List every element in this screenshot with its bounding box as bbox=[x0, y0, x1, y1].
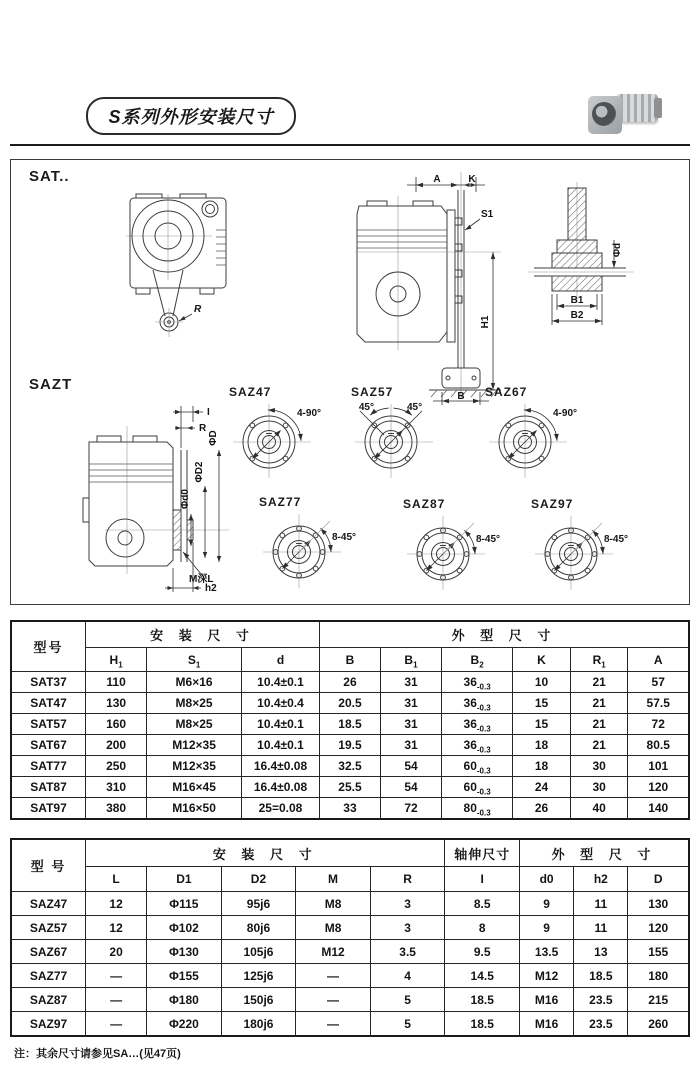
dim-s1-label: S1 bbox=[481, 209, 494, 220]
page-title-text: S系列外形安装尺寸 bbox=[108, 107, 274, 127]
value-cell: 19.5 bbox=[319, 735, 380, 756]
value-cell: 72 bbox=[380, 798, 441, 820]
table-row bbox=[11, 735, 689, 756]
table-row bbox=[11, 693, 689, 714]
value-cell: Φ220 bbox=[147, 1012, 222, 1037]
column-header: $B_2$ bbox=[442, 648, 513, 672]
sat-bushing-section-drawing bbox=[526, 182, 641, 342]
column-header: $H_1$ bbox=[86, 648, 147, 672]
value-cell: — bbox=[86, 1012, 147, 1037]
value-cell: 130 bbox=[628, 892, 689, 916]
value-cell: 23.5 bbox=[574, 988, 628, 1012]
value-cell: 18.5 bbox=[445, 988, 520, 1012]
value-cell: $60_{-0.3}$ bbox=[442, 777, 513, 798]
model-cell: SAZ77 bbox=[11, 964, 86, 988]
model-column-header: 型号 bbox=[11, 621, 86, 672]
value-cell: 110 bbox=[86, 672, 147, 693]
dim-k-label: K bbox=[468, 174, 476, 185]
value-cell: 54 bbox=[380, 756, 441, 777]
value-cell: M8 bbox=[296, 916, 371, 940]
sat-section-label: SAT.. bbox=[29, 168, 70, 185]
column-header: I bbox=[445, 867, 520, 892]
column-group-header: 安 装 尺 寸 bbox=[86, 621, 320, 648]
angle-label: 8-45° bbox=[476, 534, 501, 545]
flange-view-saz57 bbox=[351, 386, 476, 484]
value-cell: 120 bbox=[628, 916, 689, 940]
value-cell: Φ130 bbox=[147, 940, 222, 964]
gearbox-flange bbox=[588, 96, 622, 134]
value-cell: 215 bbox=[628, 988, 689, 1012]
group-header-row bbox=[11, 839, 689, 867]
table-row bbox=[11, 756, 689, 777]
sazt-side-view-drawing bbox=[77, 402, 252, 599]
value-cell: 5 bbox=[370, 1012, 445, 1037]
value-cell: 18 bbox=[513, 735, 571, 756]
value-cell: 11 bbox=[574, 892, 628, 916]
sazt-section-label: SAZT bbox=[29, 376, 73, 393]
value-cell: 3.5 bbox=[370, 940, 445, 964]
value-cell: $36_{-0.3}$ bbox=[442, 735, 513, 756]
value-cell: 120 bbox=[628, 777, 689, 798]
dim-phid0-label: Φd0 bbox=[180, 489, 191, 509]
value-cell: 105j6 bbox=[221, 940, 296, 964]
value-cell: 125j6 bbox=[221, 964, 296, 988]
footnote: 注：其余尺寸请参见SA…(见47页) bbox=[14, 1048, 181, 1060]
group-header-row bbox=[11, 621, 689, 648]
table-row bbox=[11, 940, 689, 964]
column-group-header: 轴伸尺寸 bbox=[445, 839, 520, 867]
value-cell: 30 bbox=[570, 777, 628, 798]
value-cell: 10.4±0.1 bbox=[242, 672, 320, 693]
value-cell: 130 bbox=[86, 693, 147, 714]
dim-phid-outer-label: ΦD bbox=[208, 430, 219, 446]
flange-name-label: SAZ87 bbox=[403, 497, 446, 511]
value-cell: 160 bbox=[86, 714, 147, 735]
value-cell: M8×25 bbox=[147, 714, 242, 735]
value-cell: 9.5 bbox=[445, 940, 520, 964]
dim-b1-label: B1 bbox=[570, 295, 584, 306]
column-header: d0 bbox=[519, 867, 573, 892]
value-cell: 5 bbox=[370, 988, 445, 1012]
value-cell: — bbox=[296, 988, 371, 1012]
value-cell: 54 bbox=[380, 777, 441, 798]
value-cell: 12 bbox=[86, 892, 147, 916]
value-cell: 13 bbox=[574, 940, 628, 964]
value-cell: 24 bbox=[513, 777, 571, 798]
dim-b2-label: B2 bbox=[570, 310, 584, 321]
value-cell: 16.4±0.08 bbox=[242, 756, 320, 777]
model-cell: SAT97 bbox=[11, 798, 86, 820]
value-cell: 33 bbox=[319, 798, 380, 820]
flange-view-saz67 bbox=[485, 386, 610, 484]
value-cell: 3 bbox=[370, 892, 445, 916]
model-cell: SAT87 bbox=[11, 777, 86, 798]
value-cell: M12×35 bbox=[147, 756, 242, 777]
value-cell: 25.5 bbox=[319, 777, 380, 798]
flange-diagram bbox=[351, 400, 476, 484]
model-column-header: 型 号 bbox=[11, 839, 86, 892]
column-header: D1 bbox=[147, 867, 222, 892]
page-title bbox=[86, 97, 296, 135]
column-header: D2 bbox=[221, 867, 296, 892]
value-cell: 80j6 bbox=[221, 916, 296, 940]
value-cell: 180j6 bbox=[221, 1012, 296, 1037]
column-group-header: 外 型 尺 寸 bbox=[319, 621, 689, 648]
value-cell: 140 bbox=[628, 798, 689, 820]
flange-view-saz77 bbox=[259, 496, 384, 594]
value-cell: 23.5 bbox=[574, 1012, 628, 1037]
value-cell: 10.4±0.4 bbox=[242, 693, 320, 714]
column-header: D bbox=[628, 867, 689, 892]
value-cell: M8×25 bbox=[147, 693, 242, 714]
value-cell: 18.5 bbox=[445, 1012, 520, 1037]
dim-r2-label: R bbox=[199, 423, 207, 434]
model-cell: SAT67 bbox=[11, 735, 86, 756]
value-cell: 14.5 bbox=[445, 964, 520, 988]
value-cell: 31 bbox=[380, 693, 441, 714]
table-row bbox=[11, 777, 689, 798]
flange-diagram bbox=[485, 400, 610, 484]
value-cell: — bbox=[86, 964, 147, 988]
sat-side-view-drawing bbox=[341, 172, 511, 412]
value-cell: 250 bbox=[86, 756, 147, 777]
value-cell: 18.5 bbox=[574, 964, 628, 988]
flange-view-saz87 bbox=[403, 498, 528, 596]
value-cell: M12 bbox=[519, 964, 573, 988]
column-header: K bbox=[513, 648, 571, 672]
value-cell: $80_{-0.3}$ bbox=[442, 798, 513, 820]
value-cell: M16 bbox=[519, 988, 573, 1012]
flange-diagram bbox=[229, 400, 354, 484]
angle-label: 45° bbox=[358, 402, 374, 413]
value-cell: — bbox=[296, 964, 371, 988]
sub-header-row bbox=[11, 867, 689, 892]
model-cell: SAZ57 bbox=[11, 916, 86, 940]
value-cell: 20.5 bbox=[319, 693, 380, 714]
value-cell: 25=0.08 bbox=[242, 798, 320, 820]
flange-name-label: SAZ57 bbox=[351, 385, 394, 399]
value-cell: 4 bbox=[370, 964, 445, 988]
value-cell: 150j6 bbox=[221, 988, 296, 1012]
value-cell: M16 bbox=[519, 1012, 573, 1037]
value-cell: 3 bbox=[370, 916, 445, 940]
value-cell: 15 bbox=[513, 693, 571, 714]
table-row bbox=[11, 672, 689, 693]
value-cell: 26 bbox=[319, 672, 380, 693]
value-cell: 9 bbox=[519, 892, 573, 916]
model-cell: SAT57 bbox=[11, 714, 86, 735]
table-row bbox=[11, 1012, 689, 1037]
value-cell: 32.5 bbox=[319, 756, 380, 777]
dim-b-label: B bbox=[457, 391, 465, 402]
value-cell: 9 bbox=[519, 916, 573, 940]
drawings-panel bbox=[10, 159, 690, 605]
value-cell: M12 bbox=[296, 940, 371, 964]
value-cell: 15 bbox=[513, 714, 571, 735]
value-cell: M8 bbox=[296, 892, 371, 916]
value-cell: 30 bbox=[570, 756, 628, 777]
column-header: B bbox=[319, 648, 380, 672]
column-header: A bbox=[628, 648, 689, 672]
angle-label: 45° bbox=[407, 402, 423, 413]
saz-dimensions-table bbox=[10, 838, 690, 1037]
value-cell: 155 bbox=[628, 940, 689, 964]
value-cell: 57 bbox=[628, 672, 689, 693]
value-cell: 31 bbox=[380, 735, 441, 756]
flange-view-saz97 bbox=[531, 498, 656, 596]
value-cell: 18.5 bbox=[319, 714, 380, 735]
column-group-header: 安 装 尺 寸 bbox=[86, 839, 445, 867]
sat-front-view-drawing bbox=[116, 188, 251, 358]
value-cell: Φ102 bbox=[147, 916, 222, 940]
value-cell: $36_{-0.3}$ bbox=[442, 672, 513, 693]
value-cell: 10.4±0.1 bbox=[242, 735, 320, 756]
value-cell: 31 bbox=[380, 714, 441, 735]
value-cell: — bbox=[296, 1012, 371, 1037]
model-cell: SAT47 bbox=[11, 693, 86, 714]
value-cell: 21 bbox=[570, 693, 628, 714]
column-header: M bbox=[296, 867, 371, 892]
value-cell: $36_{-0.3}$ bbox=[442, 693, 513, 714]
value-cell: 101 bbox=[628, 756, 689, 777]
value-cell: 11 bbox=[574, 916, 628, 940]
flange-name-label: SAZ47 bbox=[229, 385, 272, 399]
flange-diagram bbox=[531, 512, 656, 596]
value-cell: 20 bbox=[86, 940, 147, 964]
flange-name-label: SAZ77 bbox=[259, 495, 302, 509]
table-row bbox=[11, 798, 689, 820]
value-cell: M6×16 bbox=[147, 672, 242, 693]
value-cell: 72 bbox=[628, 714, 689, 735]
angle-label: 8-45° bbox=[604, 534, 629, 545]
value-cell: Φ115 bbox=[147, 892, 222, 916]
value-cell: 57.5 bbox=[628, 693, 689, 714]
value-cell: 21 bbox=[570, 672, 628, 693]
value-cell: M12×35 bbox=[147, 735, 242, 756]
column-header: $B_1$ bbox=[380, 648, 441, 672]
value-cell: M16×45 bbox=[147, 777, 242, 798]
value-cell: 31 bbox=[380, 672, 441, 693]
gearmotor-photo bbox=[588, 86, 662, 136]
column-header: L bbox=[86, 867, 147, 892]
flange-view-saz47 bbox=[229, 386, 354, 484]
dim-phid-label: Φd bbox=[612, 242, 623, 258]
table-row bbox=[11, 916, 689, 940]
value-cell: 12 bbox=[86, 916, 147, 940]
flange-diagram bbox=[403, 512, 528, 596]
table-row bbox=[11, 892, 689, 916]
dim-h1-label: H1 bbox=[480, 315, 491, 329]
column-header: $S_1$ bbox=[147, 648, 242, 672]
value-cell: Φ180 bbox=[147, 988, 222, 1012]
value-cell: 260 bbox=[628, 1012, 689, 1037]
model-cell: SAT77 bbox=[11, 756, 86, 777]
model-cell: SAZ67 bbox=[11, 940, 86, 964]
value-cell: 16.4±0.08 bbox=[242, 777, 320, 798]
value-cell: $36_{-0.3}$ bbox=[442, 714, 513, 735]
value-cell: 380 bbox=[86, 798, 147, 820]
dim-a-label: A bbox=[433, 174, 441, 185]
angle-label: 4-90° bbox=[297, 408, 322, 419]
value-cell: $60_{-0.3}$ bbox=[442, 756, 513, 777]
value-cell: Φ155 bbox=[147, 964, 222, 988]
model-cell: SAZ47 bbox=[11, 892, 86, 916]
table-row bbox=[11, 964, 689, 988]
table-row bbox=[11, 988, 689, 1012]
column-header: d bbox=[242, 648, 320, 672]
value-cell: 21 bbox=[570, 735, 628, 756]
sat-dimensions-table bbox=[10, 620, 690, 820]
value-cell: 80.5 bbox=[628, 735, 689, 756]
column-group-header: 外 型 尺 寸 bbox=[519, 839, 689, 867]
dim-mdepth-label: M深L bbox=[189, 574, 214, 585]
value-cell: 40 bbox=[570, 798, 628, 820]
value-cell: 95j6 bbox=[221, 892, 296, 916]
column-header: h2 bbox=[574, 867, 628, 892]
value-cell: — bbox=[86, 988, 147, 1012]
dim-phid2-label: ΦD2 bbox=[194, 461, 205, 483]
flange-name-label: SAZ97 bbox=[531, 497, 574, 511]
value-cell: 180 bbox=[628, 964, 689, 988]
page-header bbox=[0, 0, 700, 146]
header-divider bbox=[10, 144, 690, 146]
model-cell: SAT37 bbox=[11, 672, 86, 693]
dim-r-label: R bbox=[194, 304, 202, 315]
dim-h2-label: h2 bbox=[205, 583, 217, 594]
value-cell: 8 bbox=[445, 916, 520, 940]
value-cell: 18 bbox=[513, 756, 571, 777]
angle-label: 4-90° bbox=[553, 408, 578, 419]
value-cell: 21 bbox=[570, 714, 628, 735]
model-cell: SAZ87 bbox=[11, 988, 86, 1012]
sub-header-row bbox=[11, 648, 689, 672]
dim-i-label: I bbox=[207, 407, 210, 418]
value-cell: 8.5 bbox=[445, 892, 520, 916]
value-cell: 10.4±0.1 bbox=[242, 714, 320, 735]
flange-name-label: SAZ67 bbox=[485, 385, 528, 399]
value-cell: 13.5 bbox=[519, 940, 573, 964]
value-cell: 310 bbox=[86, 777, 147, 798]
motor-cap bbox=[654, 98, 662, 118]
value-cell: 200 bbox=[86, 735, 147, 756]
angle-label: 8-45° bbox=[332, 532, 357, 543]
model-cell: SAZ97 bbox=[11, 1012, 86, 1037]
table-row bbox=[11, 714, 689, 735]
value-cell: 26 bbox=[513, 798, 571, 820]
flange-diagram bbox=[259, 510, 384, 594]
value-cell: M16×50 bbox=[147, 798, 242, 820]
value-cell: 10 bbox=[513, 672, 571, 693]
column-header: R bbox=[370, 867, 445, 892]
motor-body bbox=[616, 94, 658, 122]
column-header: $R_1$ bbox=[570, 648, 628, 672]
